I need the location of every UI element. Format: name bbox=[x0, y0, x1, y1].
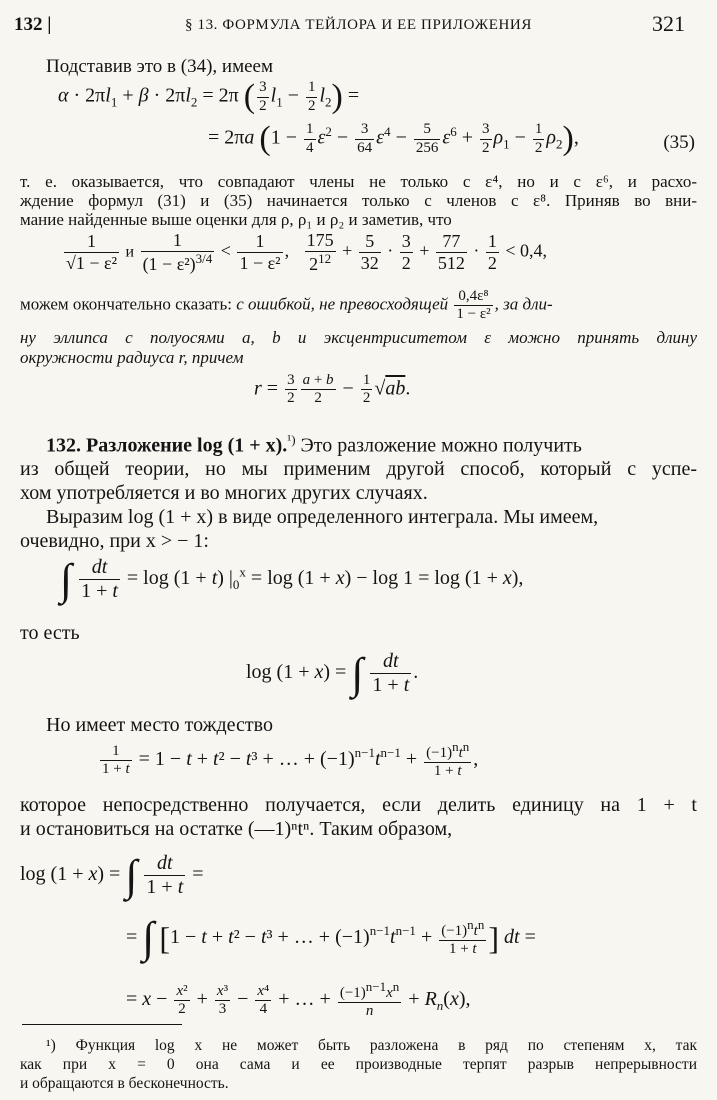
text-line: которое непосредственно получается, если делить единицу на 1 + t bbox=[20, 794, 697, 816]
equation-35-line-2: = 2πa (1 − $\frac{1}{4}$ $\varepsilon^2$ − $\frac{3}{64}$ $\varepsilon^4$ − $\frac{5}{256}$ $\varepsilon^6$ + $\frac{3}{2}$ $\rho_1$ − $\frac{1}{2}$ $\rho_2$), bbox=[208, 120, 579, 157]
expansion-line-1: log (1 + x) = ∫ $\frac{dt}{1 + t}$ = bbox=[20, 850, 204, 900]
footnote-rule bbox=[22, 1024, 182, 1025]
text-line: т. е. оказывается, что совпадают члены не только с ε⁴, но и с ε⁶, и расхо- bbox=[20, 172, 697, 191]
section-title: Разложение log (1 + x). bbox=[86, 434, 288, 457]
text-line: Но имеет место тождество bbox=[46, 714, 273, 736]
page-number-right: 321 bbox=[652, 11, 685, 36]
footnote-line: и обращаются в бесконечность. bbox=[20, 1075, 229, 1092]
text-line: из общей теории, но мы применим другой способ, который с успе- bbox=[20, 458, 697, 480]
text-line bbox=[20, 288, 697, 324]
footnote-marker: ¹) bbox=[287, 432, 296, 447]
log-as-integral: log (1 + x) = ∫ $\frac{dt}{1 + t}$ . bbox=[246, 648, 419, 698]
text-line: Подставив это в (34), имеем bbox=[46, 56, 274, 77]
footnote-line: ¹) Функция log x не может быть разложена в ряд по степеням x, так bbox=[46, 1037, 697, 1054]
text-line: то есть bbox=[20, 622, 80, 644]
inequality-display: $\frac{1}{\text{√1 − ε²}}$ и $\frac{1}{(1 - \varepsilon^2)^{3/4}}$ < $\frac{1}{\text{1 − ε²}}$ , $\frac{175}{2^{12}}$ + $\frac{5}{32}$ · $\frac{3}{2}$ + $\frac{77}{512}$ · $\frac{1}{2}$ < 0,4, bbox=[66, 230, 548, 274]
fraction-denominator: 1 − ε² bbox=[456, 306, 491, 323]
geometric-identity: $\frac{1}{1 + t}$ = 1 − t + t² − t³ + … + $(-1)^{n-1}t^{n-1}$ + $\frac{(-1)^nt^n}{1 + t}$ , bbox=[102, 739, 479, 780]
section-heading-line bbox=[46, 432, 697, 458]
expansion-line-3: = x − $\frac{\text{x²}}{2}$ + $\frac{\text{x³}}{3}$ − $\frac{\text{x⁴}}{4}$ + … + $\frac{(-1)^{n-1}x^n}{n}$ + $R_n(x)$, bbox=[126, 979, 471, 1020]
text-line: хом употребляется и во многих других случаях. bbox=[20, 482, 428, 504]
section-number: 132. bbox=[46, 434, 81, 457]
text-line-italic: ну эллипса с полуосями a, b и эксцентриситетом ε можно принять длину bbox=[20, 328, 697, 347]
page-number-left: 132 | bbox=[14, 14, 52, 35]
text-run: можем окончательно сказать: bbox=[20, 294, 232, 314]
radius-formula: r = $\frac{3}{2}$ $\frac{a + b}{2}$ − $\frac{1}{2}$ √ab. bbox=[254, 372, 411, 407]
text-run: Это разложение можно получить bbox=[300, 434, 582, 457]
running-header bbox=[14, 10, 703, 38]
equation-number-35: (35) bbox=[663, 132, 695, 153]
text-line: ждение формул (31) и (35) начинается только с членов с ε⁸. Приняв во вни- bbox=[20, 191, 697, 210]
text-line: и остановиться на остатке (—1)ⁿtⁿ. Таким образом, bbox=[20, 818, 453, 840]
integral-identity: ∫ $\frac{dt}{1 + t}$ = log (1 + t) $|_0^x = \log (1 + x) - \log 1 = \log (1 + x)$, bbox=[60, 554, 524, 604]
text-line: Выразим log (1 + x) в виде определенного интеграла. Мы имеем, bbox=[46, 506, 599, 528]
text-run-italic: с ошибкой, не превосходящей bbox=[236, 294, 449, 314]
fraction-numerator: 0,4ε⁸ bbox=[454, 288, 492, 306]
expansion-line-2: = ∫ [1 − t + t² − t³ + … + $(-1)^{n-1}t^{n-1}$ + $\frac{(-1)^nt^n}{1 + t}$ ] dt = bbox=[126, 913, 536, 963]
text-line: очевидно, при x > − 1: bbox=[20, 530, 209, 552]
text-line: мание найденные выше оценки для ρ, ρ₁ и ρ₂ и заметив, что bbox=[20, 210, 452, 229]
text-line-italic: окружности радиуса r, причем bbox=[20, 348, 244, 367]
footnote-line: как при x = 0 она сама и ее производные терпят разрыв непрерывности bbox=[20, 1056, 697, 1073]
running-title: § 13. ФОРМУЛА ТЕЙЛОРА И ЕЕ ПРИЛОЖЕНИЯ bbox=[185, 17, 532, 33]
equation-35-line-1: $\alpha \cdot 2\pi l_1 + \beta \cdot 2\pi l_2 = 2\pi$ ( $\frac{3}{2}$ $l_1$ − $\frac{1}{2}$ $l_2$) = bbox=[58, 78, 360, 115]
error-fraction bbox=[454, 288, 492, 324]
text-run-italic: , за дли- bbox=[494, 294, 553, 314]
